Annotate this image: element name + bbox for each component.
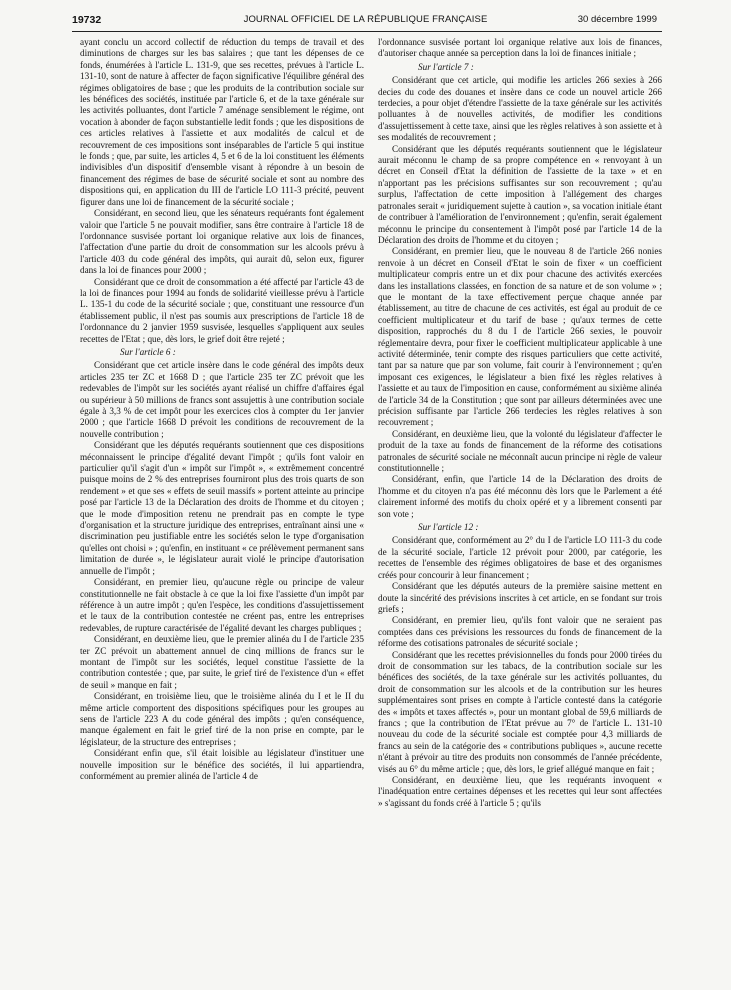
- paragraph: ayant conclu un accord collectif de réduction du temps de travail et des diminutions de charges sur les bas salaires ; que tant les dépenses de ce fonds, énumérées à l'article L. 131-9, que ses recettes, prévues à l'article L. 131-10, sont de nature à affecter de façon significative l'équilibre général des régimes obligatoires de base ; que les produits de la contribution sociale sur les bénéfices des sociétés, instituée par l'article 6, et de la taxe générale sur les activités polluantes, dont l'article 7 aménage sensiblement le régime, ont vocation à abonder de façon substantielle ledit fonds ; que les dispositions de ces articles relatives à l'assiette et aux modalités de calcul et de recouvrement de ces impositions sont inséparables de l'article 5 qui institue le fonds ; que, par suite, les articles 4, 5 et 6 de la loi constituent les éléments indivisibles d'un dispositif d'ensemble visant à répondre à un besoin de financement des régimes de base de sécurité sociale et sont au nombre des dispositions qui, en application du III de l'article LO 111-3 précité, peuvent figurer dans une loi de financement de la sécurité sociale ;: [80, 37, 364, 207]
- journal-title: JOURNAL OFFICIEL DE LA RÉPUBLIQUE FRANÇAISE: [243, 14, 488, 25]
- section-heading: Sur l'article 6 :: [120, 346, 176, 357]
- paragraph: Considérant que ce droit de consommation a été affecté par l'article 43 de la loi de finances pour 1994 au fonds de solidarité vieillesse prévu à l'article L. 135-1 du code de la sécurité sociale ; que, constituant une ressource d'un établissement public, il n'est pas soumis aux prescriptions de l'article 18 de l'ordonnance du 2 janvier 1959 susvisée, lesquelles s'appliquent aux seules recettes de l'Etat ; que, dès lors, le grief doit être rejeté ;: [80, 276, 364, 344]
- paragraph: Considérant, en deuxième lieu, que la volonté du législateur d'affecter le produit de la taxe au fonds de financement de la réforme des cotisations patronales de sécurité sociale ne méconnaît aucun principe ni règle de valeur constitutionnelle ;: [378, 428, 662, 474]
- right-column: [378, 37, 662, 982]
- paragraph: Considérant que, conformément au 2° du I de l'article LO 111-3 du code de la sécurité sociale, l'article 12 prévoit pour 2000, par catégorie, les recettes de l'ensemble des régimes obligatoires de base et des organismes créés pour concourir à leur financement ;: [378, 535, 662, 580]
- page-number: 19732: [72, 14, 102, 26]
- paragraph: Considérant que cet article insère dans le code général des impôts deux articles 235 ter ZC et 1668 D ; que l'article 235 ter ZC prévoit que les redevables de l'impôt sur les sociétés ayant réalisé un chiffre d'affaires égal ou supérieur à 50 millions de francs sont assujettis à une contribution sociale égale à 3,3 % de cet impôt pour les exercices clos à compter du 1er janvier 2000 ; que l'article 1668 D prévoit les conditions de recouvrement de la nouvelle contribution ;: [80, 360, 364, 439]
- page-header: [0, 0, 731, 28]
- paragraph: Considérant que les députés auteurs de la première saisine mettent en doute la sincérité des prévisions inscrites à cet article, en se fondant sur trois griefs ;: [378, 581, 662, 614]
- issue-date: 30 décembre 1999: [577, 14, 657, 25]
- section-heading: Sur l'article 12 :: [418, 522, 479, 533]
- paragraph: Considérant, enfin, que l'article 14 de la Déclaration des droits de l'homme et du citoyen n'a pas été méconnu dès lors que le Parlement a été clairement informé des motifs du choix opéré et y a librement consenti par son vote ;: [378, 474, 662, 519]
- paragraph: Considérant, en deuxième lieu, que les requérants invoquent « l'inadéquation entre certaines dépenses et les recettes qui leur sont affectées » s'agissant du fonds créé à l'article 5 ; qu'ils: [378, 775, 662, 808]
- paragraph: Considérant que cet article, qui modifie les articles 266 sexies à 266 decies du code des douanes et insère dans ce code un nouvel article 266 terdecies, a pour objet d'étendre l'assiette de la taxe générale sur les activités polluantes à de nouvelles activités, de modifier les conditions d'assujettissement à cette taxe, ainsi que les règles relatives à son assiette et à ses modalités de recouvrement ;: [378, 75, 662, 143]
- paragraph: Considérant que les recettes prévisionnelles du fonds pour 2000 tirées du droit de consommation sur les tabacs, de la contribution sociale sur les bénéfices des sociétés, de la taxe générale sur les activités polluantes, du droit de consommation sur les alcools et de la contribution sur les heures supplémentaires sont prises en compte à l'article contesté dans la catégorie des « impôts et taxes affectés », pour un montant global de 59,6 milliards de francs ; que la contribution de l'Etat prévue au 7° de l'article L. 131-10 nouveau du code de la sécurité sociale est comptée pour 4,3 milliards de francs au sein de la catégorie des « contributions publiques », aucune recette n'étant à prévoir au titre des produits non consommés de l'année précédente, visés au 6° du même article ; que, dès lors, le grief allégué manque en fait ;: [378, 649, 662, 774]
- paragraph: l'ordonnance susvisée portant loi organique relative aux lois de finances, d'autoriser chaque année sa perception dans la loi de finances initiale ;: [378, 37, 662, 59]
- header-rule: [72, 31, 662, 32]
- paragraph: Considérant enfin que, s'il était loisible au législateur d'instituer une nouvelle imposition sur le bénéfice des sociétés, il lui appartiendra, conformément au premier alinéa de l'article 4 de: [80, 748, 364, 781]
- paragraph: Considérant, en second lieu, que les sénateurs requérants font également valoir que l'article 5 ne pouvait modifier, sans être contraire à l'article 18 de l'ordonnance susvisée portant loi organique relative aux lois de finances, l'affectation d'une partie du droit de consommation sur les alcools prévu à l'article 403 du code général des impôts, qui aurait dû, selon eux, figurer dans la loi de finances pour 2000 ;: [80, 208, 364, 276]
- left-column: [80, 37, 364, 982]
- paragraph: Considérant que les députés requérants soutiennent que ces dispositions méconnaissent le principe d'égalité devant l'impôt ; qu'ils font valoir en particulier qu'il s'agit d'un « impôt sur l'impôt », « extrêmement concentré puisque moins de 2 % des entreprises fourniront plus des trois quarts de son rendement » et que ses « effets de seuil massifs » portent atteinte au principe posé par l'article 13 de la Déclaration des droits de l'homme et du citoyen ; que le mode d'imposition retenu ne prendrait pas en compte le type d'organisation et la structure juridique des entreprises, entraînant ainsi une « discrimination peu justifiable entre les sociétés selon le type d'organisation qu'elles ont choisi » ; qu'enfin, en instituant « ce prélèvement permanent sans limitation de durée », le législateur aurait violé le principe d'autorisation annuelle de l'impôt ;: [80, 440, 364, 576]
- paragraph: Considérant, en deuxième lieu, que le premier alinéa du I de l'article 235 ter ZC prévoit un abattement annuel de cinq millions de francs sur le montant de l'impôt sur les sociétés, lequel constitue l'assiette de la contribution contestée ; que, par suite, le grief tiré de l'existence d'un « effet de seuil » manque en fait ;: [80, 634, 364, 690]
- paragraph: Considérant que les députés requérants soutiennent que le législateur aurait méconnu le champ de sa propre compétence en « renvoyant à un décret en Conseil d'Etat la définition de l'assiette de la taxe » et en n'apportant pas les précisions suffisantes sur son recouvrement ; qu'au surplus, l'affectation de cette imposition à l'allégement des charges patronales serait « juridiquement sujette à caution », sa vocation initiale étant de contribuer à l'amélioration de l'environnement ; qu'enfin, serait également méconnu le principe du consentement à l'impôt posé par l'article 14 de la Déclaration des droits de l'homme et du citoyen ;: [378, 143, 662, 245]
- paragraph: Considérant, en premier lieu, qu'ils font valoir que ne seraient pas comptées dans ces prévisions les ressources du fonds de financement de la réforme des cotisations patronales de sécurité sociale ;: [378, 615, 662, 649]
- section-heading: Sur l'article 7 :: [418, 61, 474, 72]
- paragraph: Considérant, en premier lieu, qu'aucune règle ou principe de valeur constitutionnelle ne fait obstacle à ce que la loi fixe l'assiette d'un impôt par référence à un autre impôt ; qu'en l'espèce, les conditions d'assujettissement et le taux de la contribution contestée ne créent pas, entre les entreprises redevables, de rupture caractérisée de l'égalité devant les charges publiques ;: [80, 577, 364, 633]
- paragraph: Considérant, en premier lieu, que le nouveau 8 de l'article 266 nonies renvoie à un décret en Conseil d'Etat le soin de fixer « un coefficient multiplicateur compris entre un et dix pour chacune des activités exercées dans les installations classées, en fonction de sa nature et de son volume » ; que le montant de la taxe effectivement perçue chaque année par établissement, au titre de chacune de ces activités, est égal au produit de ce coefficient multiplicateur et du tarif de base ; qu'aux termes de cette disposition, rapprochés du 8 du I de l'article 266 sexies, le pouvoir réglementaire devra, pour fixer le coefficient multiplicateur applicable à une activité déterminée, tenir compte des risques particuliers que cette activité, tant par sa nature que par son volume, fait courir à l'environnement ; qu'en imposant ces exigences, le législateur a bien fixé les règles relatives à l'assiette et au taux de l'imposition en cause, conformément au sixième alinéa de l'article 34 de la Constitution ; que sont par ailleurs déterminées avec une précision suffisante par l'article 266 terdecies les règles relatives à son recouvrement ;: [378, 246, 662, 428]
- paragraph: Considérant, en troisième lieu, que le troisième alinéa du I et le II du même article comportent des dispositions spécifiques pour les groupes au sens de l'article 223 A du code général des impôts ; qu'en conséquence, manque également en fait le grief tiré de la non prise en compte, par le législateur, de la structure des entreprises ;: [80, 691, 364, 747]
